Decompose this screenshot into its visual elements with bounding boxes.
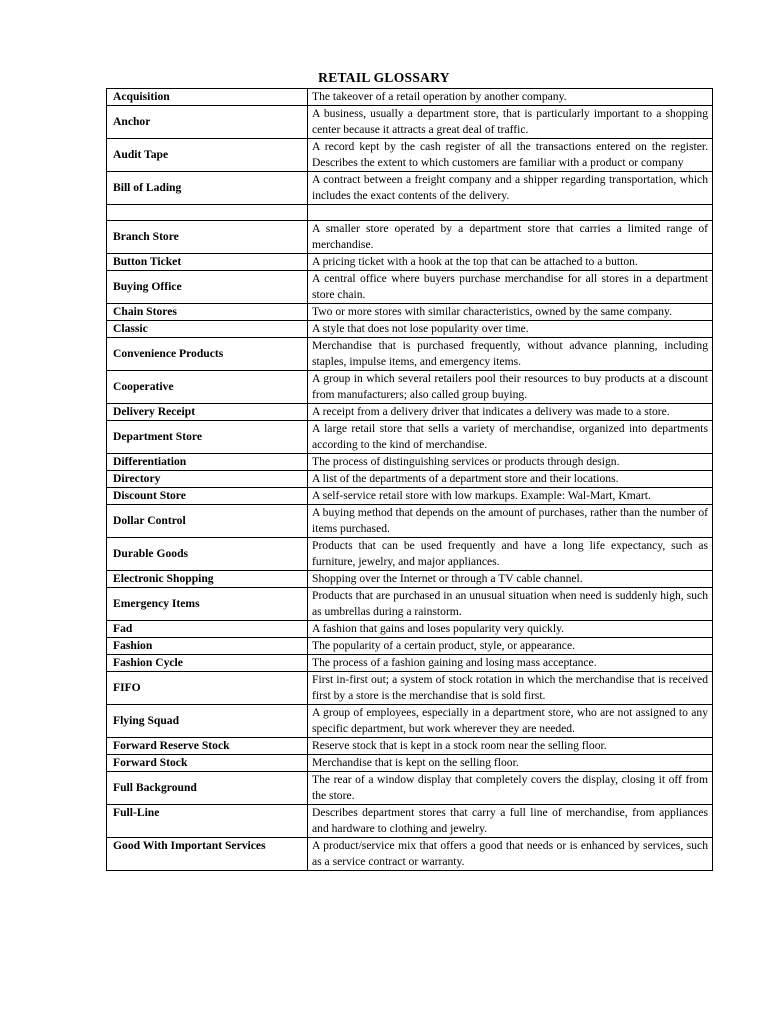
glossary-term: Differentiation bbox=[107, 454, 308, 471]
glossary-term: Full-Line bbox=[107, 805, 308, 838]
glossary-term: Forward Stock bbox=[107, 755, 308, 772]
table-row bbox=[107, 755, 713, 772]
glossary-definition: The rear of a window display that completely covers the display, closing it off from the store. bbox=[308, 772, 713, 805]
table-row bbox=[107, 221, 713, 254]
table-row bbox=[107, 304, 713, 321]
glossary-definition: A smaller store operated by a department store that carries a limited range of merchandise. bbox=[308, 221, 713, 254]
glossary-term: Button Ticket bbox=[107, 254, 308, 271]
page-title: RETAIL GLOSSARY bbox=[318, 70, 450, 85]
table-row bbox=[107, 488, 713, 505]
glossary-definition: Shopping over the Internet or through a TV cable channel. bbox=[308, 571, 713, 588]
glossary-definition: The process of a fashion gaining and losing mass acceptance. bbox=[308, 655, 713, 672]
glossary-definition: A self-service retail store with low markups. Example: Wal-Mart, Kmart. bbox=[308, 488, 713, 505]
table-row bbox=[107, 588, 713, 621]
glossary-definition: A record kept by the cash register of all the transactions entered on the register. Describes the extent to which customers are familiar with a product or company bbox=[308, 139, 713, 172]
glossary-definition: Products that can be used frequently and have a long life expectancy, such as furniture, jewelry, and major appliances. bbox=[308, 538, 713, 571]
table-row bbox=[107, 672, 713, 705]
glossary-definition: A product/service mix that offers a good that needs or is enhanced by services, such as a service contract or warranty. bbox=[308, 838, 713, 871]
table-row bbox=[107, 89, 713, 106]
table-row bbox=[107, 805, 713, 838]
glossary-definition: The popularity of a certain product, style, or appearance. bbox=[308, 638, 713, 655]
glossary-term: Buying Office bbox=[107, 271, 308, 304]
glossary-term: Acquisition bbox=[107, 89, 308, 106]
glossary-term: Emergency Items bbox=[107, 588, 308, 621]
table-row bbox=[107, 454, 713, 471]
table-row bbox=[107, 738, 713, 755]
table-row bbox=[107, 638, 713, 655]
glossary-term: Discount Store bbox=[107, 488, 308, 505]
glossary-term bbox=[107, 205, 308, 221]
glossary-term: Convenience Products bbox=[107, 338, 308, 371]
glossary-term: Fashion bbox=[107, 638, 308, 655]
glossary-term: Durable Goods bbox=[107, 538, 308, 571]
table-row bbox=[107, 538, 713, 571]
glossary-term: FIFO bbox=[107, 672, 308, 705]
table-row bbox=[107, 338, 713, 371]
glossary-definition bbox=[308, 205, 713, 221]
glossary-term: Full Background bbox=[107, 772, 308, 805]
glossary-definition: Merchandise that is purchased frequently, without advance planning, including staples, impulse items, and emergency items. bbox=[308, 338, 713, 371]
glossary-term: Department Store bbox=[107, 421, 308, 454]
glossary-definition: Describes department stores that carry a full line of merchandise, from appliances and hardware to clothing and jewelry. bbox=[308, 805, 713, 838]
table-row bbox=[107, 404, 713, 421]
table-row bbox=[107, 254, 713, 271]
glossary-definition: A group of employees, especially in a department store, who are not assigned to any specific department, but work wherever they are needed. bbox=[308, 705, 713, 738]
table-row bbox=[107, 106, 713, 139]
glossary-definition: First in-first out; a system of stock rotation in which the merchandise that is received first by a store is the merchandise that is sold first. bbox=[308, 672, 713, 705]
glossary-term: Fad bbox=[107, 621, 308, 638]
glossary-definition: A group in which several retailers pool their resources to buy products at a discount from manufacturers; also called group buying. bbox=[308, 371, 713, 404]
glossary-definition: A receipt from a delivery driver that indicates a delivery was made to a store. bbox=[308, 404, 713, 421]
glossary-term: Audit Tape bbox=[107, 139, 308, 172]
table-row bbox=[107, 172, 713, 205]
glossary-definition: A fashion that gains and loses popularity very quickly. bbox=[308, 621, 713, 638]
table-row bbox=[107, 838, 713, 871]
glossary-term: Flying Squad bbox=[107, 705, 308, 738]
glossary-term: Fashion Cycle bbox=[107, 655, 308, 672]
glossary-term: Cooperative bbox=[107, 371, 308, 404]
glossary-term: Bill of Lading bbox=[107, 172, 308, 205]
glossary-term: Forward Reserve Stock bbox=[107, 738, 308, 755]
table-row bbox=[107, 571, 713, 588]
table-row-blank bbox=[107, 205, 713, 221]
glossary-definition: The process of distinguishing services or products through design. bbox=[308, 454, 713, 471]
glossary-term: Classic bbox=[107, 321, 308, 338]
table-row bbox=[107, 705, 713, 738]
glossary-term: Anchor bbox=[107, 106, 308, 139]
glossary-definition: A list of the departments of a department store and their locations. bbox=[308, 471, 713, 488]
glossary-definition: A central office where buyers purchase merchandise for all stores in a department store chain. bbox=[308, 271, 713, 304]
table-row bbox=[107, 621, 713, 638]
table-row bbox=[107, 655, 713, 672]
glossary-definition: A large retail store that sells a variety of merchandise, organized into departments according to the kind of merchandise. bbox=[308, 421, 713, 454]
glossary-definition: A pricing ticket with a hook at the top that can be attached to a button. bbox=[308, 254, 713, 271]
table-row bbox=[107, 139, 713, 172]
glossary-term: Branch Store bbox=[107, 221, 308, 254]
glossary-term: Electronic Shopping bbox=[107, 571, 308, 588]
glossary-definition: A contract between a freight company and a shipper regarding transportation, which includes the exact contents of the delivery. bbox=[308, 172, 713, 205]
glossary-table bbox=[106, 88, 713, 871]
glossary-definition: The takeover of a retail operation by another company. bbox=[308, 89, 713, 106]
glossary-term: Delivery Receipt bbox=[107, 404, 308, 421]
glossary-definition: A business, usually a department store, that is particularly important to a shopping center because it attracts a great deal of traffic. bbox=[308, 106, 713, 139]
table-row bbox=[107, 421, 713, 454]
table-row bbox=[107, 271, 713, 304]
glossary-definition: A style that does not lose popularity over time. bbox=[308, 321, 713, 338]
glossary-term: Good With Important Services bbox=[107, 838, 308, 871]
table-row bbox=[107, 505, 713, 538]
glossary-term: Dollar Control bbox=[107, 505, 308, 538]
table-row bbox=[107, 371, 713, 404]
glossary-term: Directory bbox=[107, 471, 308, 488]
glossary-definition: Two or more stores with similar characteristics, owned by the same company. bbox=[308, 304, 713, 321]
glossary-definition: Products that are purchased in an unusual situation when need is suddenly high, such as umbrellas during a rainstorm. bbox=[308, 588, 713, 621]
glossary-definition: Merchandise that is kept on the selling floor. bbox=[308, 755, 713, 772]
table-row bbox=[107, 772, 713, 805]
glossary-definition: A buying method that depends on the amount of purchases, rather than the number of items purchased. bbox=[308, 505, 713, 538]
glossary-definition: Reserve stock that is kept in a stock room near the selling floor. bbox=[308, 738, 713, 755]
table-row bbox=[107, 321, 713, 338]
glossary-term: Chain Stores bbox=[107, 304, 308, 321]
table-row bbox=[107, 471, 713, 488]
